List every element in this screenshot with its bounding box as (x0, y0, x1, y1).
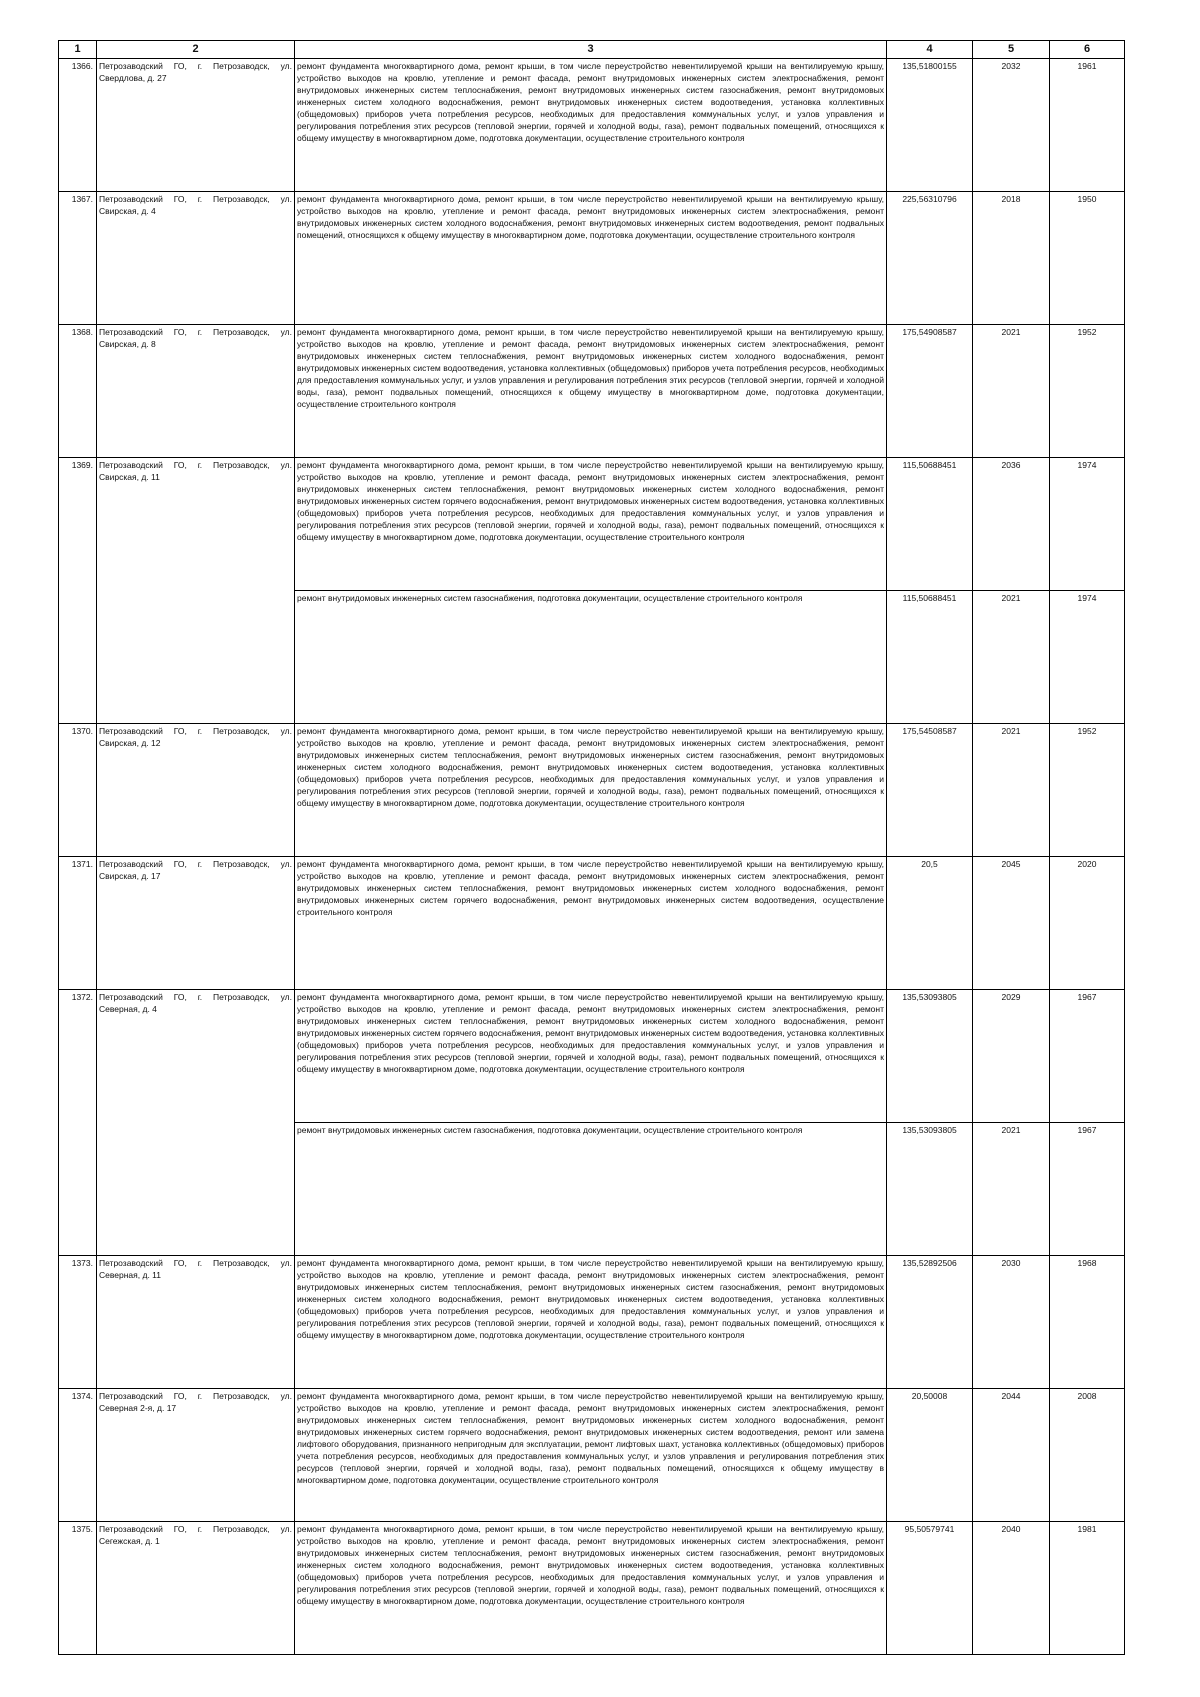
build-year-cell: 1961 (1050, 59, 1125, 192)
address-cell: Петрозаводский ГО, г. Петрозаводск, ул. Свердлова, д. 27 (97, 59, 295, 192)
address-cell: Петрозаводский ГО, г. Петрозаводск, ул. Сегежская, д. 1 (97, 1522, 295, 1655)
build-year-cell: 1974 (1050, 591, 1125, 724)
row-number: 1369. (59, 458, 97, 724)
planned-year-cell: 2044 (973, 1389, 1050, 1522)
address-cell: Петрозаводский ГО, г. Петрозаводск, ул. Северная, д. 11 (97, 1256, 295, 1389)
row-number: 1367. (59, 192, 97, 325)
work-description-cell: ремонт фундамента многоквартирного дома, ремонт крыши, в том числе переустройство невентилируемой крыши на вентилируемую крышу, устройство выходов на кровлю, утепление и ремонт фасада, ремонт внутридомовых инженерных систем электроснабжения, ремонт внутридомовых инженерных систем теплоснабжения, ремонт внутридомовых инженерных систем холодного водоснабжения, ремонт внутридомовых инженерных систем горячего водоснабжения, ремонт внутридомовых инженерных систем водоотведения, установка коллективных (общедомовых) приборов учета потребления ресурсов, необходимых для предоставления коммунальных услуг, и узлов управления и регулирования потребления этих ресурсов (тепловой энергии, горячей и холодной воды, газа), ремонт подвальных помещений, относящихся к общему имуществу в многоквартирном доме, подготовка документации, осуществление строительного контроля (295, 990, 887, 1123)
work-description-cell: ремонт внутридомовых инженерных систем газоснабжения, подготовка документации, осуществление строительного контроля (295, 1123, 887, 1256)
row-number: 1366. (59, 59, 97, 192)
address-cell: Петрозаводский ГО, г. Петрозаводск, ул. Свирская, д. 17 (97, 857, 295, 990)
planned-year-cell: 2045 (973, 857, 1050, 990)
value-cell: 20,5 (887, 857, 973, 990)
address-cell: Петрозаводский ГО, г. Петрозаводск, ул. Свирская, д. 8 (97, 325, 295, 458)
row-number: 1370. (59, 724, 97, 857)
build-year-cell: 2020 (1050, 857, 1125, 990)
table-row (59, 724, 1125, 857)
address-cell: Петрозаводский ГО, г. Петрозаводск, ул. Северная 2-я, д. 17 (97, 1389, 295, 1522)
build-year-cell: 2008 (1050, 1389, 1125, 1522)
row-number: 1375. (59, 1522, 97, 1655)
row-number: 1372. (59, 990, 97, 1256)
value-cell: 135,52892506 (887, 1256, 973, 1389)
planned-year-cell: 2040 (973, 1522, 1050, 1655)
value-cell: 135,53093805 (887, 1123, 973, 1256)
build-year-cell: 1974 (1050, 458, 1125, 591)
build-year-cell: 1981 (1050, 1522, 1125, 1655)
build-year-cell: 1967 (1050, 1123, 1125, 1256)
value-cell: 175,54908587 (887, 325, 973, 458)
work-description-cell: ремонт внутридомовых инженерных систем газоснабжения, подготовка документации, осуществление строительного контроля (295, 591, 887, 724)
planned-year-cell: 2021 (973, 724, 1050, 857)
address-cell: Петрозаводский ГО, г. Петрозаводск, ул. Свирская, д. 4 (97, 192, 295, 325)
planned-year-cell: 2032 (973, 59, 1050, 192)
work-description-cell: ремонт фундамента многоквартирного дома, ремонт крыши, в том числе переустройство невентилируемой крыши на вентилируемую крышу, устройство выходов на кровлю, утепление и ремонт фасада, ремонт внутридомовых инженерных систем электроснабжения, ремонт внутридомовых инженерных систем теплоснабжения, ремонт внутридомовых инженерных систем холодного водоснабжения, ремонт внутридомовых инженерных систем горячего водоснабжения, ремонт внутридомовых инженерных систем водоотведения, ремонт или замена лифтового оборудования, признанного непригодным для эксплуатации, ремонт лифтовых шахт, установка коллективных (общедомовых) приборов учета потребления ресурсов, необходимых для предоставления коммунальных услуг, и узлов управления и регулирования потребления этих ресурсов (тепловой энергии, горячей и холодной воды, газа), ремонт подвальных помещений, относящихся к общему имуществу в многоквартирном доме, подготовка документации, осуществление строительного контроля (295, 1389, 887, 1522)
table-row (59, 325, 1125, 458)
build-year-cell: 1950 (1050, 192, 1125, 325)
column-header-4: 4 (887, 41, 973, 59)
work-description-cell: ремонт фундамента многоквартирного дома, ремонт крыши, в том числе переустройство невентилируемой крыши на вентилируемую крышу, устройство выходов на кровлю, утепление и ремонт фасада, ремонт внутридомовых инженерных систем электроснабжения, ремонт внутридомовых инженерных систем теплоснабжения, ремонт внутридомовых инженерных систем холодного водоснабжения, ремонт внутридомовых инженерных систем горячего водоснабжения, ремонт внутридомовых инженерных систем водоотведения, установка коллективных (общедомовых) приборов учета потребления ресурсов, необходимых для предоставления коммунальных услуг, и узлов управления и регулирования потребления этих ресурсов (тепловой энергии, горячей и холодной воды, газа), ремонт подвальных помещений, относящихся к общему имуществу в многоквартирном доме, подготовка документации, осуществление строительного контроля (295, 458, 887, 591)
work-description-cell: ремонт фундамента многоквартирного дома, ремонт крыши, в том числе переустройство невентилируемой крыши на вентилируемую крышу, устройство выходов на кровлю, утепление и ремонт фасада, ремонт внутридомовых инженерных систем электроснабжения, ремонт внутридомовых инженерных систем теплоснабжения, ремонт внутридомовых инженерных систем холодного водоснабжения, ремонт внутридомовых инженерных систем горячего водоснабжения, ремонт внутридомовых инженерных систем водоотведения, осуществление строительного контроля (295, 857, 887, 990)
planned-year-cell: 2029 (973, 990, 1050, 1123)
work-description-cell: ремонт фундамента многоквартирного дома, ремонт крыши, в том числе переустройство невентилируемой крыши на вентилируемую крышу, устройство выходов на кровлю, утепление и ремонт фасада, ремонт внутридомовых инженерных систем электроснабжения, ремонт внутридомовых инженерных систем теплоснабжения, ремонт внутридомовых инженерных систем газоснабжения, ремонт внутридомовых инженерных систем холодного водоснабжения, ремонт внутридомовых инженерных систем водоотведения, установка коллективных (общедомовых) приборов учета потребления ресурсов, необходимых для предоставления коммунальных услуг, и узлов управления и регулирования потребления этих ресурсов (тепловой энергии, горячей и холодной воды, газа), ремонт подвальных помещений, относящихся к общему имуществу в многоквартирном доме, подготовка документации, осуществление строительного контроля (295, 59, 887, 192)
column-header-6: 6 (1050, 41, 1125, 59)
work-description-cell: ремонт фундамента многоквартирного дома, ремонт крыши, в том числе переустройство невентилируемой крыши на вентилируемую крышу, устройство выходов на кровлю, утепление и ремонт фасада, ремонт внутридомовых инженерных систем электроснабжения, ремонт внутридомовых инженерных систем теплоснабжения, ремонт внутридомовых инженерных систем газоснабжения, ремонт внутридомовых инженерных систем холодного водоснабжения, ремонт внутридомовых инженерных систем водоотведения, установка коллективных (общедомовых) приборов учета потребления ресурсов, необходимых для предоставления коммунальных услуг, и узлов управления и регулирования потребления этих ресурсов (тепловой энергии, горячей и холодной воды, газа), ремонт подвальных помещений, относящихся к общему имуществу в многоквартирном доме, подготовка документации, осуществление строительного контроля (295, 1256, 887, 1389)
table-row (59, 1389, 1125, 1522)
value-cell: 135,53093805 (887, 990, 973, 1123)
table-row (59, 458, 1125, 591)
planned-year-cell: 2030 (973, 1256, 1050, 1389)
planned-year-cell: 2036 (973, 458, 1050, 591)
column-header-1: 1 (59, 41, 97, 59)
address-cell: Петрозаводский ГО, г. Петрозаводск, ул. Свирская, д. 12 (97, 724, 295, 857)
planned-year-cell: 2021 (973, 1123, 1050, 1256)
value-cell: 95,50579741 (887, 1522, 973, 1655)
address-cell: Петрозаводский ГО, г. Петрозаводск, ул. Свирская, д. 11 (97, 458, 295, 724)
value-cell: 225,56310796 (887, 192, 973, 325)
table-row (59, 990, 1125, 1123)
build-year-cell: 1967 (1050, 990, 1125, 1123)
work-description-cell: ремонт фундамента многоквартирного дома, ремонт крыши, в том числе переустройство невентилируемой крыши на вентилируемую крышу, устройство выходов на кровлю, утепление и ремонт фасада, ремонт внутридомовых инженерных систем электроснабжения, ремонт внутридомовых инженерных систем теплоснабжения, ремонт внутридомовых инженерных систем газоснабжения, ремонт внутридомовых инженерных систем холодного водоснабжения, ремонт внутридомовых инженерных систем водоотведения, установка коллективных (общедомовых) приборов учета потребления ресурсов, необходимых для предоставления коммунальных услуг, и узлов управления и регулирования потребления этих ресурсов (тепловой энергии, горячей и холодной воды, газа), ремонт подвальных помещений, относящихся к общему имуществу в многоквартирном доме, подготовка документации, осуществление строительного контроля (295, 1522, 887, 1655)
work-description-cell: ремонт фундамента многоквартирного дома, ремонт крыши, в том числе переустройство невентилируемой крыши на вентилируемую крышу, устройство выходов на кровлю, утепление и ремонт фасада, ремонт внутридомовых инженерных систем электроснабжения, ремонт внутридомовых инженерных систем теплоснабжения, ремонт внутридомовых инженерных систем газоснабжения, ремонт внутридомовых инженерных систем холодного водоснабжения, ремонт внутридомовых инженерных систем водоотведения, установка коллективных (общедомовых) приборов учета потребления ресурсов, необходимых для предоставления коммунальных услуг, и узлов управления и регулирования потребления этих ресурсов (тепловой энергии, горячей и холодной воды, газа), ремонт подвальных помещений, относящихся к общему имуществу в многоквартирном доме, подготовка документации, осуществление строительного контроля (295, 724, 887, 857)
table-row (59, 1256, 1125, 1389)
value-cell: 175,54508587 (887, 724, 973, 857)
document-page (58, 40, 1124, 1655)
column-header-3: 3 (295, 41, 887, 59)
value-cell: 115,50688451 (887, 458, 973, 591)
planned-year-cell: 2018 (973, 192, 1050, 325)
row-number: 1368. (59, 325, 97, 458)
column-header-5: 5 (973, 41, 1050, 59)
value-cell: 115,50688451 (887, 591, 973, 724)
row-number: 1373. (59, 1256, 97, 1389)
address-cell: Петрозаводский ГО, г. Петрозаводск, ул. Северная, д. 4 (97, 990, 295, 1256)
table-row (59, 192, 1125, 325)
table-row (59, 59, 1125, 192)
value-cell: 20,50008 (887, 1389, 973, 1522)
work-description-cell: ремонт фундамента многоквартирного дома, ремонт крыши, в том числе переустройство невентилируемой крыши на вентилируемую крышу, устройство выходов на кровлю, утепление и ремонт фасада, ремонт внутридомовых инженерных систем электроснабжения, ремонт внутридомовых инженерных систем теплоснабжения, ремонт внутридомовых инженерных систем холодного водоснабжения, ремонт внутридомовых инженерных систем водоотведения, установка коллективных (общедомовых) приборов учета потребления ресурсов, необходимых для предоставления коммунальных услуг, и узлов управления и регулирования потребления этих ресурсов (тепловой энергии, горячей и холодной воды, газа), ремонт подвальных помещений, относящихся к общему имуществу в многоквартирном доме, подготовка документации, осуществление строительного контроля (295, 325, 887, 458)
planned-year-cell: 2021 (973, 591, 1050, 724)
build-year-cell: 1952 (1050, 724, 1125, 857)
table-header-row (59, 41, 1125, 59)
repair-schedule-table (58, 40, 1125, 1655)
build-year-cell: 1952 (1050, 325, 1125, 458)
table-row (59, 857, 1125, 990)
planned-year-cell: 2021 (973, 325, 1050, 458)
build-year-cell: 1968 (1050, 1256, 1125, 1389)
row-number: 1374. (59, 1389, 97, 1522)
row-number: 1371. (59, 857, 97, 990)
value-cell: 135,51800155 (887, 59, 973, 192)
table-row (59, 1522, 1125, 1655)
column-header-2: 2 (97, 41, 295, 59)
work-description-cell: ремонт фундамента многоквартирного дома, ремонт крыши, в том числе переустройство невентилируемой крыши на вентилируемую крышу, устройство выходов на кровлю, утепление и ремонт фасада, ремонт внутридомовых инженерных систем электроснабжения, ремонт внутридомовых инженерных систем холодного водоснабжения, ремонт внутридомовых инженерных систем водоотведения, ремонт подвальных помещений, относящихся к общему имуществу в многоквартирном доме, подготовка документации, осуществление строительного контроля (295, 192, 887, 325)
